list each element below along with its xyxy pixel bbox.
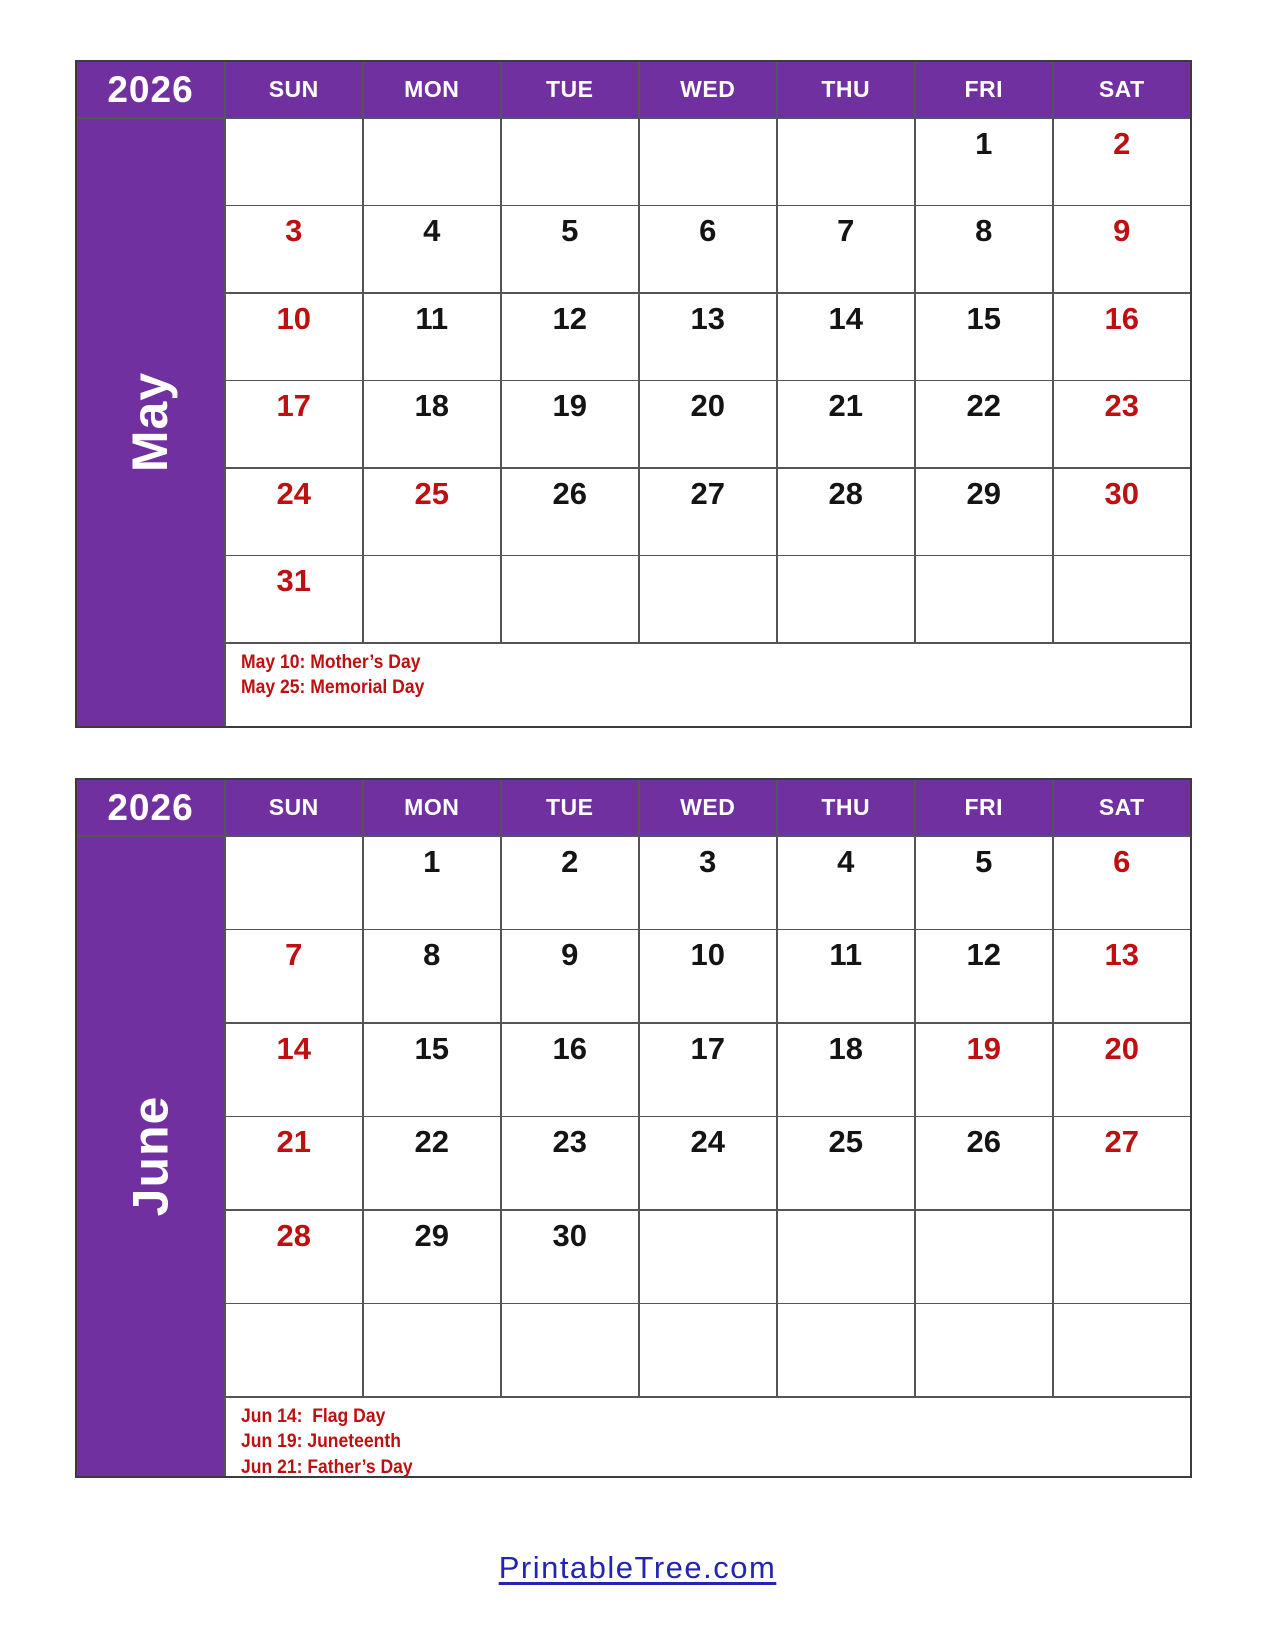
day-cell	[226, 119, 363, 205]
day-cell: 15	[364, 1024, 501, 1116]
month-sidebar	[77, 119, 224, 726]
day-cell: 6	[640, 206, 777, 292]
day-cell: 5	[916, 837, 1053, 929]
day-header-sat: SAT	[1054, 780, 1191, 835]
day-cell	[502, 556, 639, 642]
day-cell	[1054, 1304, 1191, 1396]
day-header-sun: SUN	[226, 780, 363, 835]
day-header-wed: WED	[640, 62, 777, 117]
day-cell: 9	[1054, 206, 1191, 292]
month-label: June	[122, 1095, 179, 1217]
day-header-sat: SAT	[1054, 62, 1191, 117]
day-cell	[640, 556, 777, 642]
day-cell: 10	[640, 930, 777, 1022]
holiday-note: Jun 14: Flag Day	[240, 1404, 385, 1427]
day-cell: 18	[364, 381, 501, 467]
day-cell: 26	[502, 469, 639, 555]
day-cell: 20	[640, 381, 777, 467]
month-sidebar	[77, 837, 224, 1476]
day-cell	[364, 1304, 501, 1396]
day-cell: 26	[916, 1117, 1053, 1209]
day-cell	[778, 556, 915, 642]
day-cell	[916, 1211, 1053, 1303]
day-header-fri: FRI	[916, 62, 1053, 117]
day-cell: 11	[364, 294, 501, 380]
day-cell: 3	[226, 206, 363, 292]
day-cell: 19	[502, 381, 639, 467]
day-cell	[916, 556, 1053, 642]
day-cell: 6	[1054, 837, 1191, 929]
day-cell: 30	[502, 1211, 639, 1303]
day-cell: 2	[1054, 119, 1191, 205]
holiday-note: Jun 21: Father’s Day	[240, 1456, 413, 1479]
holiday-notes	[226, 1398, 1191, 1479]
holiday-note: Jun 19: Juneteenth	[240, 1430, 401, 1453]
day-cell: 29	[364, 1211, 501, 1303]
day-cell	[1054, 1211, 1191, 1303]
year-label: 2026	[77, 62, 224, 117]
day-cell: 28	[778, 469, 915, 555]
day-cell	[640, 1211, 777, 1303]
day-cell: 21	[778, 381, 915, 467]
day-cell: 12	[916, 930, 1053, 1022]
day-cell	[778, 119, 915, 205]
day-cell: 25	[364, 469, 501, 555]
day-cell: 3	[640, 837, 777, 929]
day-cell: 24	[640, 1117, 777, 1209]
day-header-mon: MON	[364, 62, 501, 117]
day-cell: 16	[1054, 294, 1191, 380]
day-header-thu: THU	[778, 780, 915, 835]
may-calendar	[75, 60, 1192, 728]
day-cell: 7	[778, 206, 915, 292]
day-cell: 2	[502, 837, 639, 929]
day-cell: 8	[916, 206, 1053, 292]
day-cell: 11	[778, 930, 915, 1022]
day-header-thu: THU	[778, 62, 915, 117]
day-cell: 4	[778, 837, 915, 929]
day-cell: 1	[364, 837, 501, 929]
day-cell: 25	[778, 1117, 915, 1209]
footer-link[interactable]: PrintableTree.com	[498, 1550, 777, 1585]
day-cell: 7	[226, 930, 363, 1022]
day-header-wed: WED	[640, 780, 777, 835]
day-cell: 23	[502, 1117, 639, 1209]
day-cell: 4	[364, 206, 501, 292]
day-cell	[640, 1304, 777, 1396]
day-cell: 18	[778, 1024, 915, 1116]
day-cell: 13	[1054, 930, 1191, 1022]
day-cell: 22	[916, 381, 1053, 467]
day-cell: 29	[916, 469, 1053, 555]
day-cell: 14	[778, 294, 915, 380]
day-cell: 23	[1054, 381, 1191, 467]
holiday-note: May 10: Mother’s Day	[240, 650, 420, 673]
day-cell: 30	[1054, 469, 1191, 555]
month-label: May	[122, 371, 179, 473]
day-cell: 28	[226, 1211, 363, 1303]
day-cell: 22	[364, 1117, 501, 1209]
page-footer	[0, 1550, 1275, 1586]
day-cell	[226, 837, 363, 929]
day-cell: 15	[916, 294, 1053, 380]
day-header-tue: TUE	[502, 780, 639, 835]
holiday-notes	[226, 644, 1191, 726]
june-calendar	[75, 778, 1192, 1478]
day-header-fri: FRI	[916, 780, 1053, 835]
day-cell: 16	[502, 1024, 639, 1116]
day-cell: 31	[226, 556, 363, 642]
day-cell	[364, 119, 501, 205]
day-header-mon: MON	[364, 780, 501, 835]
day-cell	[778, 1304, 915, 1396]
day-cell: 27	[1054, 1117, 1191, 1209]
day-cell: 10	[226, 294, 363, 380]
day-cell	[502, 119, 639, 205]
day-cell: 13	[640, 294, 777, 380]
day-cell	[502, 1304, 639, 1396]
day-cell: 20	[1054, 1024, 1191, 1116]
day-cell	[1054, 556, 1191, 642]
day-cell	[916, 1304, 1053, 1396]
day-header-tue: TUE	[502, 62, 639, 117]
day-cell: 12	[502, 294, 639, 380]
day-cell	[778, 1211, 915, 1303]
day-cell: 27	[640, 469, 777, 555]
day-cell: 8	[364, 930, 501, 1022]
day-cell: 17	[226, 381, 363, 467]
day-cell: 14	[226, 1024, 363, 1116]
day-cell: 24	[226, 469, 363, 555]
day-cell: 9	[502, 930, 639, 1022]
year-label: 2026	[77, 780, 224, 835]
day-cell: 17	[640, 1024, 777, 1116]
day-header-sun: SUN	[226, 62, 363, 117]
day-cell	[226, 1304, 363, 1396]
day-cell: 21	[226, 1117, 363, 1209]
day-cell: 1	[916, 119, 1053, 205]
day-cell: 5	[502, 206, 639, 292]
day-cell	[364, 556, 501, 642]
day-cell	[640, 119, 777, 205]
day-cell: 19	[916, 1024, 1053, 1116]
holiday-note: May 25: Memorial Day	[240, 676, 424, 699]
